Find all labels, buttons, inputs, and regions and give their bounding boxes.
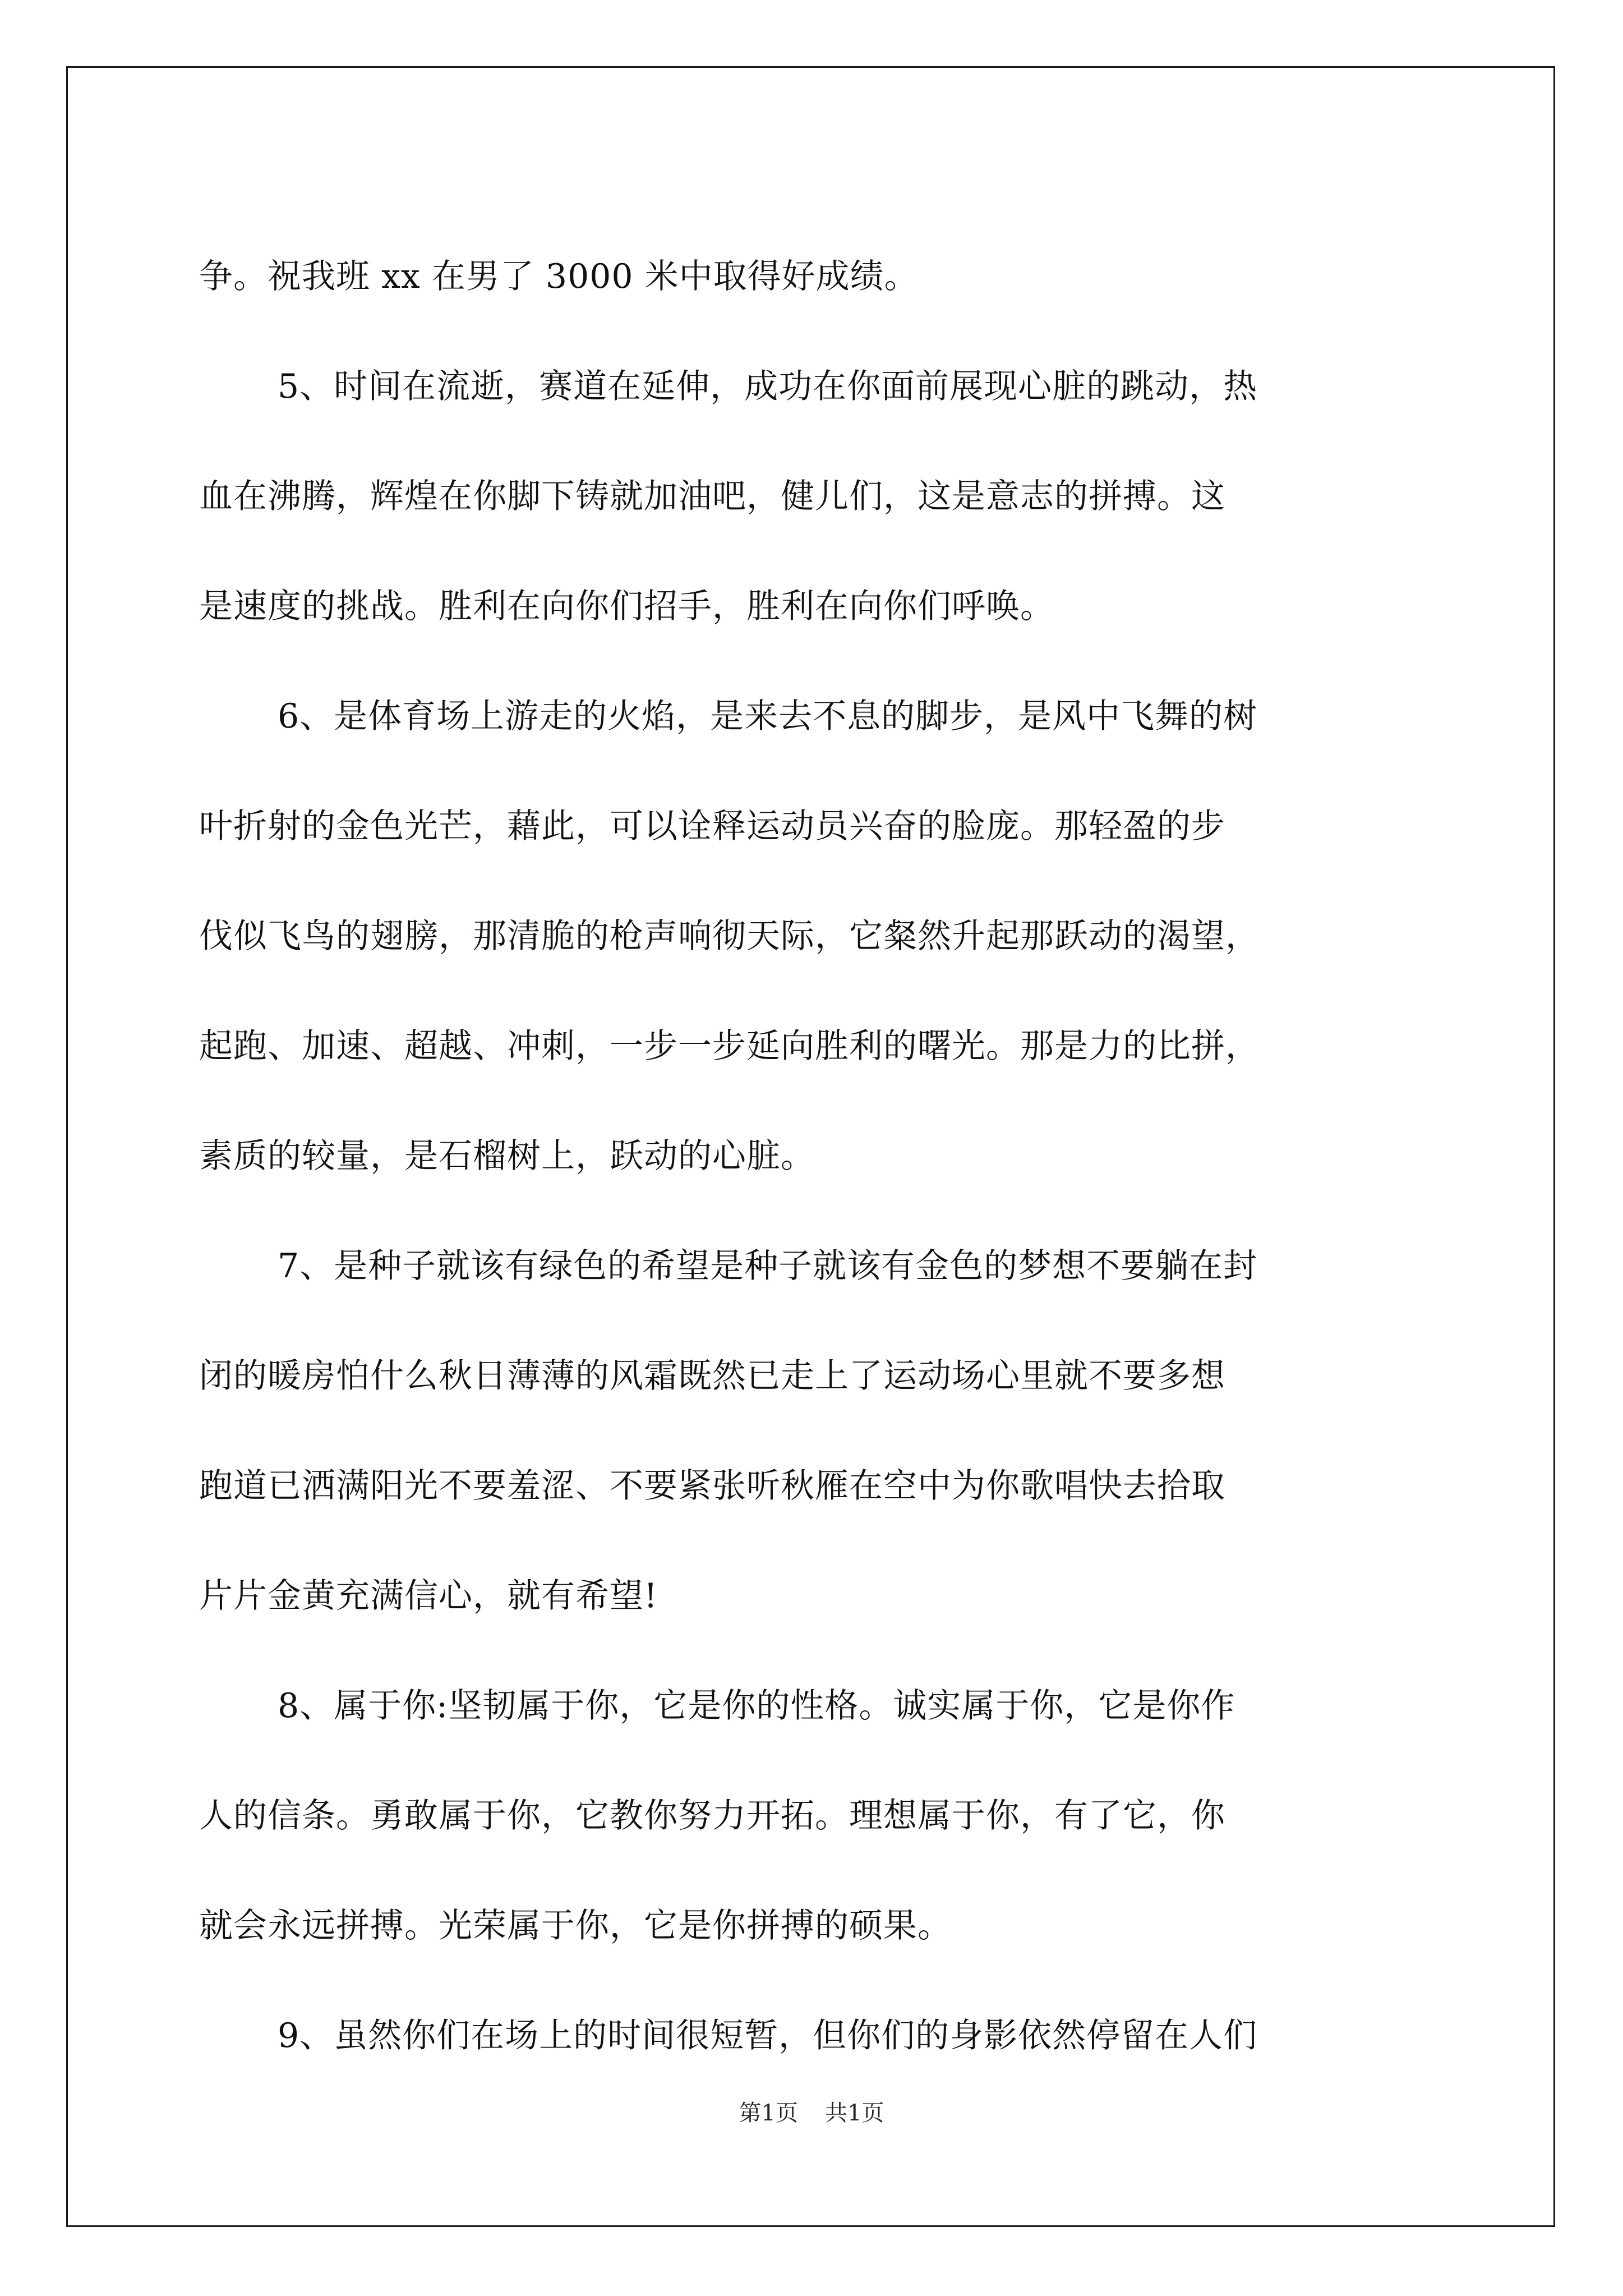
text-line: 叶折射的金色光芒，藉此，可以诠释运动员兴奋的脸庞。那轻盈的步 [199, 807, 1225, 846]
page-count: 共1页 [825, 2100, 884, 2126]
text-line: 就会永远拼搏。光荣属于你，它是你拼搏的硕果。 [199, 1906, 952, 1945]
text-line: 8、属于你:坚韧属于你，它是你的性格。诚实属于你，它是你作 [278, 1686, 1235, 1726]
text-line: 是速度的挑战。胜利在向你们招手，胜利在向你们呼唤。 [199, 587, 1054, 626]
text-line: 素质的较量，是石榴树上，跃动的心脏。 [199, 1137, 815, 1176]
text-line: 血在沸腾，辉煌在你脚下铸就加油吧，健儿们，这是意志的拼搏。这 [199, 477, 1225, 516]
text-line: 5、时间在流逝，赛道在延伸，成功在你面前展现心脏的跳动，热 [278, 367, 1258, 406]
page-footer [0, 2095, 1623, 2127]
text-line: 片片金黄充满信心，就有希望! [199, 1576, 658, 1616]
text-line: 跑道已洒满阳光不要羞涩、不要紧张听秋雁在空中为你歌唱快去拾取 [199, 1466, 1225, 1506]
text-line: 9、虽然你们在场上的时间很短暂，但你们的身影依然停留在人们 [278, 2016, 1258, 2055]
text-line: 起跑、加速、超越、冲刺，一步一步延向胜利的曙光。那是力的比拼， [199, 1027, 1260, 1066]
text-line: 争。祝我班 xx 在男了 3000 米中取得好成绩。 [199, 257, 919, 296]
text-line: 人的信条。勇敢属于你，它教你努力开拓。理想属于你，有了它，你 [199, 1796, 1225, 1835]
page-number: 第1页 [739, 2100, 798, 2126]
text-line: 闭的暖房怕什么秋日薄薄的风霜既然已走上了运动场心里就不要多想 [199, 1356, 1225, 1396]
text-line: 7、是种子就该有绿色的希望是种子就该有金色的梦想不要躺在封 [278, 1246, 1258, 1286]
document-body [199, 222, 1433, 2091]
text-line: 6、是体育场上游走的火焰，是来去不息的脚步，是风中飞舞的树 [278, 697, 1258, 736]
text-line: 伐似飞鸟的翅膀，那清脆的枪声响彻天际，它粲然升起那跃动的渴望， [199, 917, 1260, 956]
